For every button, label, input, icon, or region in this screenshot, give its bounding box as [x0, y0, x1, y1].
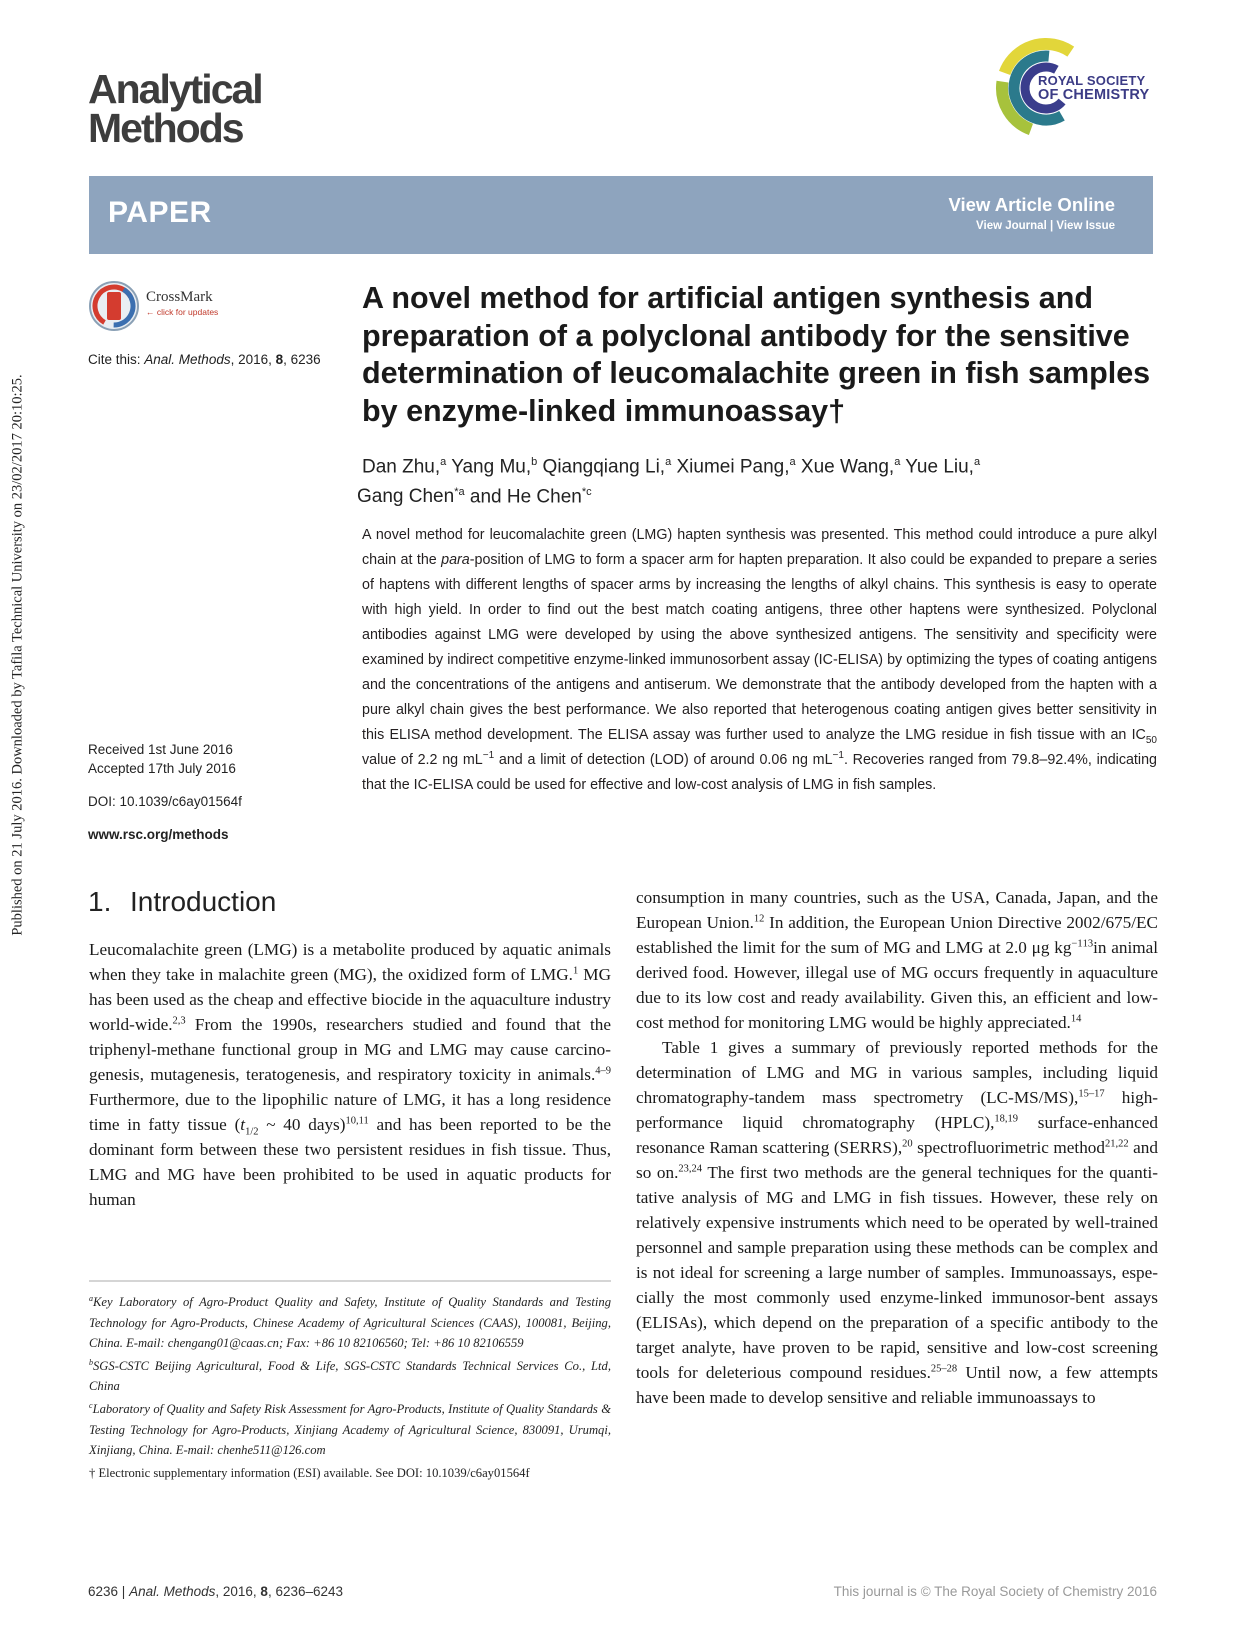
copyright-notice: This journal is © The Royal Society of Chemistry 2016: [833, 1584, 1157, 1599]
abstract-text: and a limit of detection (LOD) of around 0.06 ng mL: [494, 752, 833, 768]
reference-link[interactable]: 12: [753, 913, 765, 925]
article-banner: [89, 176, 1153, 254]
body-text: From the 1990s, researchers studied and found that the triphenyl-methane functional group in MG and LMG may cause carcino-genesis, mutagenesis, teratogenesis, and respiratory toxicity in animals.: [89, 1015, 611, 1084]
math-subscript: 1/2: [245, 1126, 259, 1138]
footnote-divider: [89, 1280, 611, 1282]
author-affiliation: a: [665, 456, 672, 468]
body-text: MG has been used as the cheap and effective biocide in the aquaculture industry world-wide.: [89, 965, 612, 1034]
journal-title-line2: Methods: [88, 105, 243, 151]
reference-link[interactable]: 23,24: [678, 1163, 703, 1175]
crossmark-icon: [88, 280, 140, 332]
footer-volume: 8: [260, 1584, 268, 1599]
footnote-b: [89, 1356, 611, 1397]
cite-journal: Anal. Methods: [144, 352, 231, 367]
abstract-text: A novel method for leucomalachite green (LMG) hapten synthesis was presented. This method could introduce a pure alkyl chain at the: [362, 527, 1157, 568]
body-text: Furthermore, due to the lipophilic nature of LMG, it has a long residence time in fatty tissue (: [89, 1090, 611, 1134]
footnote-c: [89, 1399, 611, 1461]
author-affiliation: a: [973, 456, 981, 468]
reference-link[interactable]: 2,3: [172, 1015, 186, 1027]
body-text: Table 1 gives a summary of previously reported methods for the determination of LMG and MG in various samples, including liquid chromatography-tandem mass spectrometry (LC-MS/MS),: [636, 1038, 1158, 1107]
body-text: in animal derived food. However, illegal use of MG occurs frequently in aquaculture due to its low cost and ready availability. Given this, an efficient and low-cost method for monitoring LMG would be highly appreciated.: [636, 938, 1159, 1032]
reference-link[interactable]: 10,11: [345, 1115, 369, 1127]
math-variable: t: [240, 1115, 246, 1134]
body-text: and has been reported to be the dominant form between these two persistent residues in fish tissue. Thus, LMG and MG have been prohibited to be used in aquatic products for human: [89, 1115, 611, 1209]
footnote-mark: b: [89, 1357, 93, 1367]
rsc-logo-line2: OF CHEMISTRY: [1038, 87, 1150, 103]
body-text: and so on.: [636, 1138, 1158, 1182]
crossmark-sublabel: click for updates: [156, 307, 219, 317]
author-affiliation: b: [531, 456, 538, 468]
view-journal-link[interactable]: View Journal: [976, 220, 1047, 232]
abstract-subscript: 50: [1145, 734, 1157, 746]
abstract-text: value of 2.2 ng mL: [362, 752, 483, 768]
author-affiliation: *a: [454, 485, 465, 498]
author-name[interactable]: Dan Zhu,: [362, 456, 441, 478]
publication-sidebar: [4, 330, 32, 980]
cite-page: , 6236: [283, 352, 321, 367]
footnotes: [89, 1292, 611, 1485]
article-metadata: [88, 740, 338, 844]
rsc-logo[interactable]: [990, 32, 1180, 144]
author-name[interactable]: Yue Liu,: [900, 456, 974, 478]
reference-link[interactable]: 4–9: [595, 1065, 611, 1077]
author-name[interactable]: Xue Wang,: [795, 456, 895, 478]
arrow-left-icon: ←: [146, 307, 155, 317]
received-date: Received 1st June 2016: [88, 742, 233, 757]
abstract-superscript: −1: [832, 750, 844, 762]
cite-volume: 8: [275, 352, 284, 367]
author-affiliation: *c: [581, 485, 592, 498]
section-heading: [88, 886, 276, 918]
reference-link[interactable]: 13: [1082, 938, 1094, 950]
author-affiliation: a: [440, 456, 447, 468]
body-text: consumption in many countries, such as the USA, Canada, Japan, and the European Union.: [636, 888, 1158, 932]
author-name[interactable]: Qiangqiang Li,: [537, 456, 666, 478]
body-text: high-performance liquid chromatography (HPLC),: [636, 1088, 1159, 1132]
abstract-text: . Recoveries ranged from 79.8–92.4%, indicating that the IC-ELISA could be used for effective and low-cost analysis of LMG in fish samples.: [362, 752, 1157, 793]
footer-separator: |: [118, 1584, 130, 1599]
author-affiliation: a: [789, 456, 796, 468]
author-name[interactable]: and He Chen: [464, 486, 582, 508]
abstract-superscript: −1: [482, 750, 495, 762]
abstract: [362, 523, 1157, 798]
page-number: 6236: [88, 1584, 119, 1599]
author-name[interactable]: Gang Chen: [357, 486, 455, 508]
footer-year: , 2016,: [215, 1584, 261, 1599]
intro-column-1: [89, 937, 611, 1212]
doi[interactable]: DOI: 10.1039/c6ay01564f: [88, 794, 242, 809]
paragraph: [636, 1035, 1158, 1410]
section-number: 1.: [88, 886, 112, 917]
author-name[interactable]: Yang Mu,: [446, 456, 532, 478]
footnote-text: SGS-CSTC Beijing Agricultural, Food & Life, SGS-CSTC Standards Technical Services Co., Ltd, China: [89, 1358, 611, 1394]
body-text: surface-enhanced resonance Raman scattering (SERRS),: [636, 1113, 1158, 1157]
journal-title-line1: Analytical: [88, 66, 262, 112]
reference-link[interactable]: 1: [572, 965, 579, 977]
view-issue-link[interactable]: View Issue: [1056, 220, 1115, 232]
publication-note: Published on 21 July 2016. Downloaded by Tafila Technical University on 23/02/2017 20:10:25.: [9, 374, 26, 936]
cite-year: , 2016,: [230, 352, 276, 367]
author-name[interactable]: Xiumei Pang,: [671, 456, 790, 478]
reference-link[interactable]: 14: [1070, 1013, 1082, 1025]
abstract-italic: para: [441, 552, 470, 568]
footnote-text: Key Laboratory of Agro-Product Quality and Safety, Institute of Quality Standards and Testing Technology for Agro-Products, Chinese Academy of Agricultural Sciences (CAAS), 100081, Beijing, China. E-mail: chengang01@caas.cn; Fax: +86 10 82106560; Tel: +86 10 82106559: [89, 1295, 611, 1351]
unit-superscript: −1: [1071, 938, 1083, 950]
author-affiliation: a: [894, 456, 901, 468]
citation: [88, 352, 321, 367]
article-type-label: PAPER: [108, 196, 212, 229]
footer-pages: , 6236–6243: [267, 1584, 344, 1599]
journal-title[interactable]: [88, 66, 262, 151]
section-title: Introduction: [130, 886, 277, 917]
reference-link[interactable]: 21,22: [1105, 1138, 1129, 1150]
footnote-text: Laboratory of Quality and Safety Risk Assessment for Agro-Products, Institute of Quality Standards & Testing Technology for Agro-Products, Xinjiang Academy of Agricultural Science, 830091, Urumqi, Xinjiang, China. E-mail: chenhe511@126.com: [89, 1401, 611, 1458]
body-text: Until now, a few attempts have been made to develop sensitive and reliable immunoassays to: [636, 1363, 1158, 1407]
footnote-mark: a: [89, 1293, 93, 1303]
footnote-mark: c: [89, 1400, 93, 1410]
reference-link[interactable]: 18,19: [994, 1113, 1019, 1125]
crossmark-badge[interactable]: [88, 280, 238, 332]
footnote-esi: † Electronic supplementary information (ESI) available. See DOI: 10.1039/c6ay01564f: [89, 1465, 530, 1480]
reference-link[interactable]: 15–17: [1078, 1088, 1105, 1100]
rsc-logo-line1: ROYAL SOCIETY: [1038, 73, 1146, 88]
page-footer-left: [88, 1584, 343, 1599]
body-text: spectrofluorimetric method: [912, 1138, 1105, 1157]
abstract-text: -position of LMG to form a spacer arm for hapten preparation. It also could be expanded to prepare a series of haptens with different lengths of spacer arms by increasing the lengths of alkyl chains. This synthesis is easy to operate with high yield. In order to find out the best match coating antigens, three other haptens were synthesized. Polyclonal antibodies against LMG were developed by using the above synthesized antigens. The sensitivity and specificity were examined by indirect competitive enzyme-linked immunosorbent assay (IC-ELISA) by optimizing the types of coating antigens and the concentrations of the antigens and antiserum. We demonstrate that the antibody developed from the hapten with a pure alkyl chain gives the best performance. We also reported that heterogenous coating antigen gives better sensitivity in this ELISA method development. The ELISA assay was further used to analyze the LMG residue in fish tissue with an IC: [362, 552, 1157, 743]
banner-separator: |: [1046, 220, 1057, 232]
accepted-date: Accepted 17th July 2016: [88, 761, 236, 776]
footnote-a: [89, 1292, 611, 1354]
body-text: ~ 40 days): [258, 1115, 346, 1134]
view-article-online-link[interactable]: View Article Online: [948, 194, 1115, 215]
body-text: The first two methods are the general techniques for the quanti-tative analysis of MG and LMG in fish tissues. However, these rely on relatively expensive instruments which need to be operated by well-trained personnel and sample preparation using these methods can be complex and is not ideal for screening a large number of samples. Immunoassays, espe-cially the most commonly used enzyme-linked immunosor-bent assays (ELISAs), which depend on the preparation of a specific antibody to the target analyte, have proven to be rapid, sensitive and low-cost screening tools for deleterious compound residues.: [636, 1163, 1158, 1382]
article-title: A novel method for artificial antigen synthesis and preparation of a polyclonal antibody for the sensitive determination of leucomalachite green in fish samples by enzyme-linked immunoassay†: [362, 281, 1151, 428]
author-list: [357, 450, 1162, 510]
cite-prefix: Cite this:: [88, 352, 145, 367]
footer-journal: Anal. Methods: [129, 1584, 216, 1599]
body-text: In addition, the European Union Directive 2002/675/EC established the limit for the sum of MG and LMG at 2.0 μg kg: [636, 913, 1158, 957]
intro-column-2: [636, 885, 1158, 1410]
reference-link[interactable]: 20: [902, 1138, 913, 1150]
crossmark-label: CrossMark: [146, 289, 213, 305]
body-text: Leucomalachite green (LMG) is a metabolite produced by aquatic animals when they take in malachite green (MG), the oxidized form of LMG.: [89, 940, 611, 984]
journal-url-link[interactable]: www.rsc.org/methods: [88, 827, 229, 842]
reference-link[interactable]: 25–28: [930, 1363, 958, 1375]
